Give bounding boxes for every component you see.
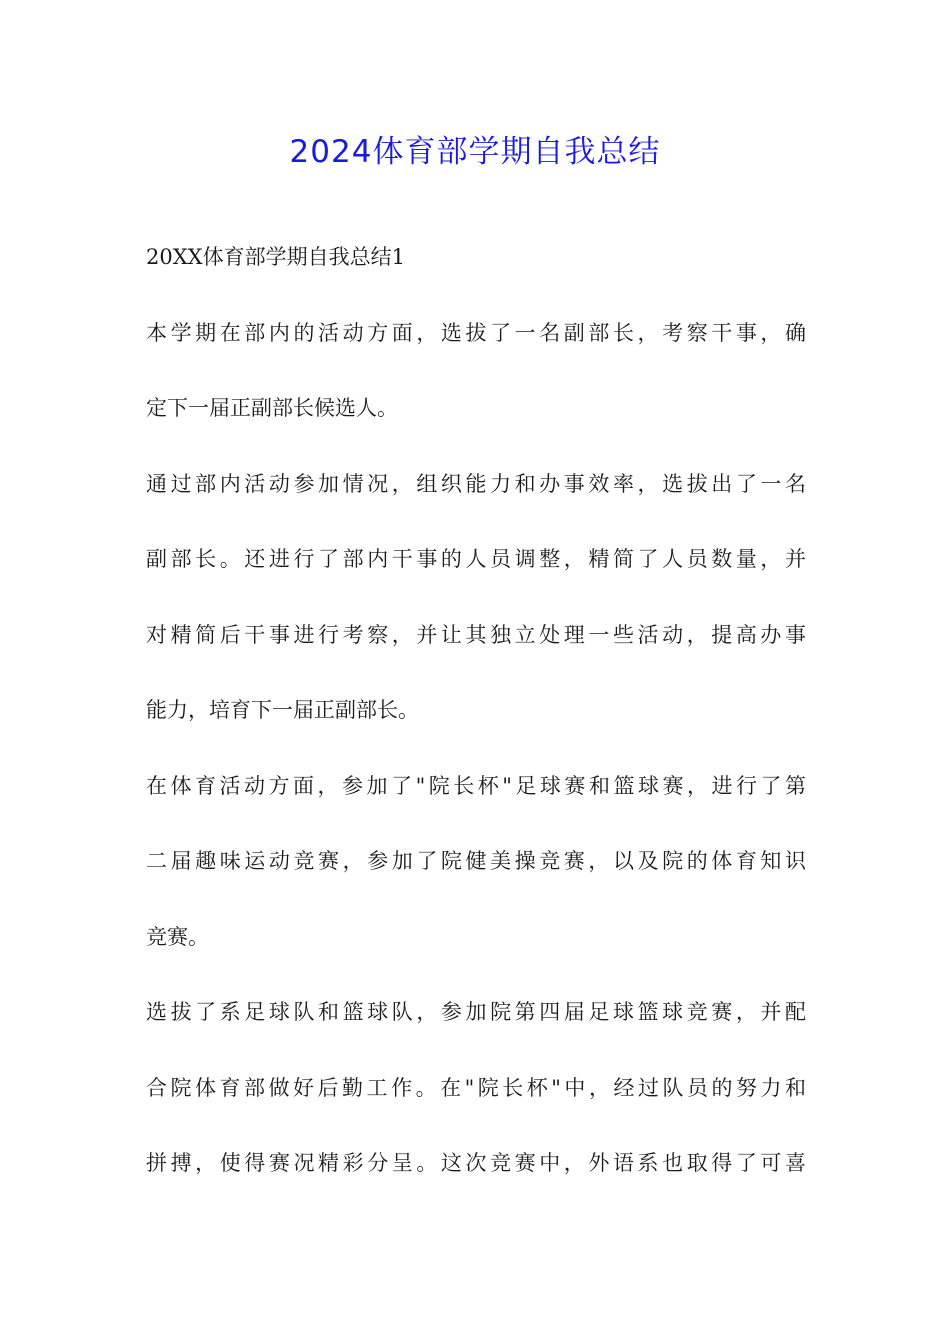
document-title: 2024体育部学期自我总结: [289, 134, 661, 170]
text-line: 选拔了系足球队和篮球队，参加院第四届足球篮球竞赛，并配: [146, 1000, 806, 1024]
text-line: 通过部内活动参加情况，组织能力和办事效率，选拔出了一名: [146, 471, 806, 496]
text-line: 拼搏，使得赛况精彩分呈。这次竞赛中，外语系也取得了可喜: [146, 1151, 806, 1175]
text-line: 20XX体育部学期自我总结1: [146, 245, 405, 269]
text-line: 合院体育部做好后勤工作。在"院长杯"中，经过队员的努力和: [146, 1075, 806, 1100]
text-line: 定下一届正副部长候选人。: [146, 396, 398, 420]
text-line: 在体育活动方面，参加了"院长杯"足球赛和篮球赛，进行了第: [146, 773, 806, 798]
document-body: [146, 242, 806, 1224]
text-line: 二届趣味运动竞赛，参加了院健美操竞赛，以及院的体育知识: [146, 849, 806, 873]
text-line: 本学期在部内的活动方面，选拔了一名副部长，考察干事，确: [146, 320, 806, 345]
text-line: 副部长。还进行了部内干事的人员调整，精简了人员数量，并: [146, 547, 806, 571]
text-line: 能力，培育下一届正副部长。: [146, 698, 419, 722]
text-line: 竞赛。: [146, 924, 209, 949]
text-line: 对精简后干事进行考察，并让其独立处理一些活动，提高办事: [146, 622, 806, 647]
